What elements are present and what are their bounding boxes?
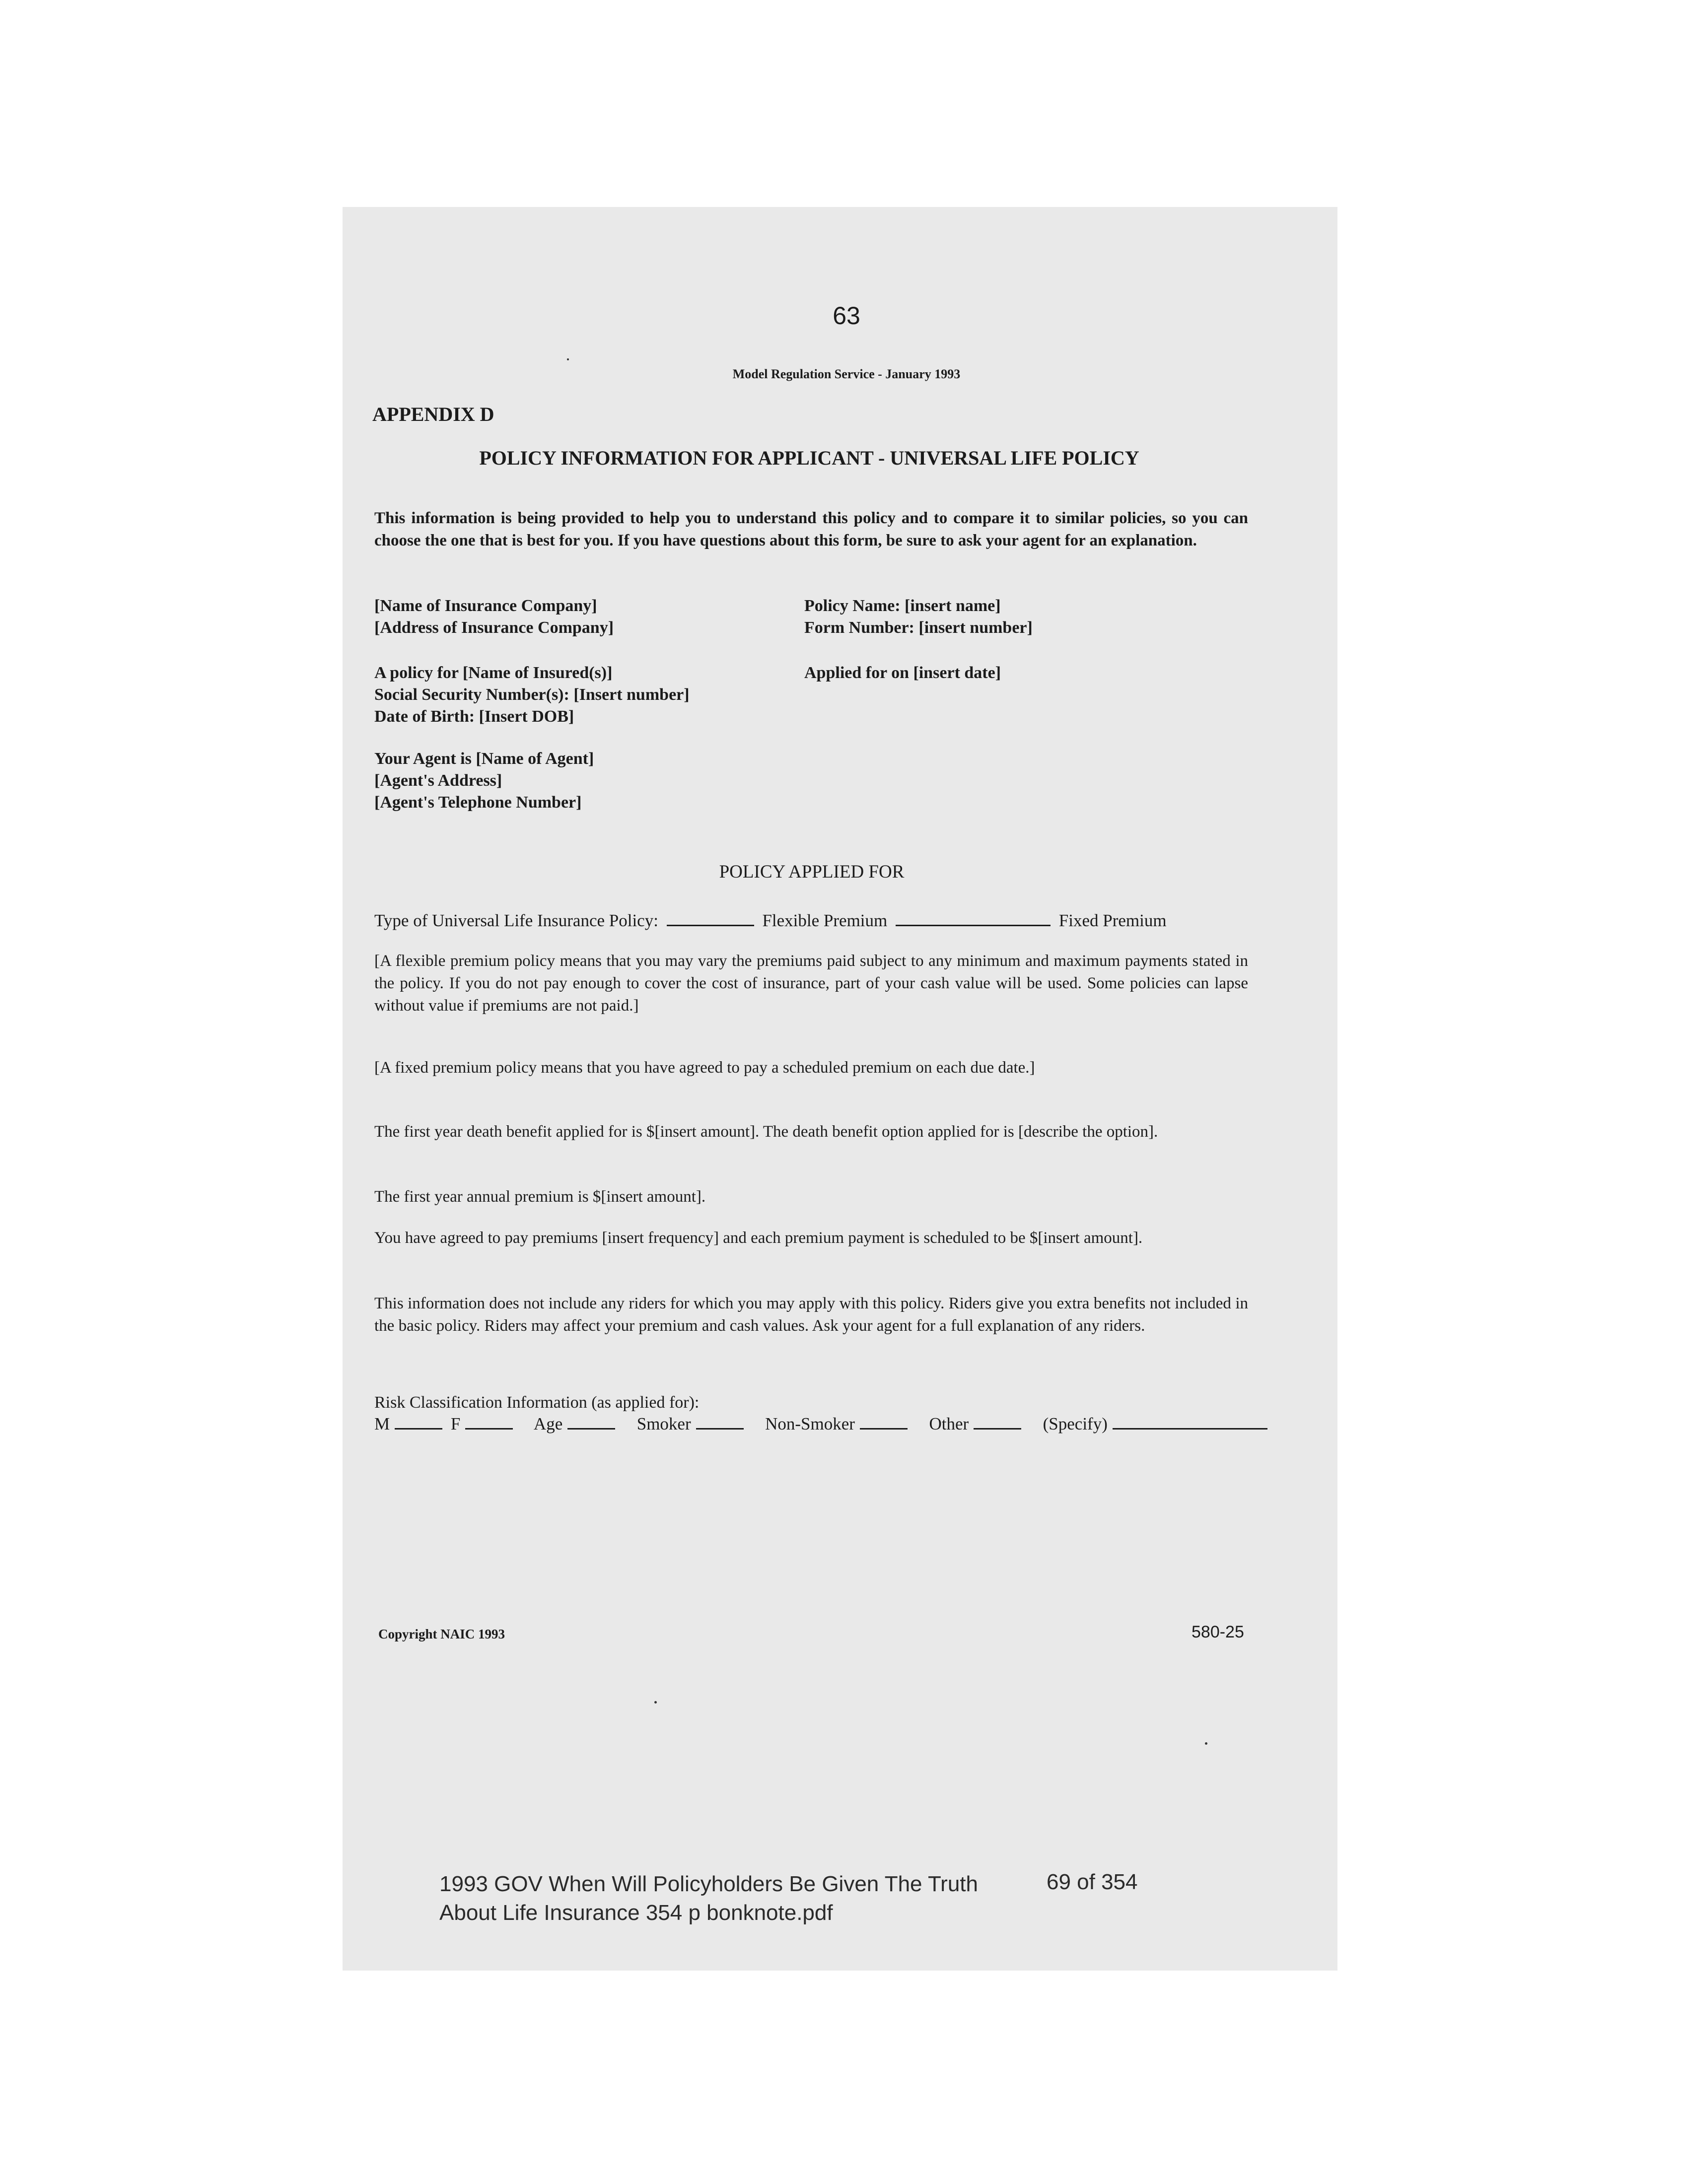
pdf-caption: 1993 GOV When Will Policyholders Be Given The Truth About Life Insurance 354 p bonknote.pdf — [439, 1872, 979, 1925]
company-block — [374, 595, 614, 639]
agent-address: [Agent's Address] — [374, 771, 502, 790]
smoker-label: Smoker — [636, 1414, 691, 1433]
age-label: Age — [533, 1414, 563, 1433]
fixed-premium-paragraph: [A fixed premium policy means that you have agreed to pay a scheduled premium on each due date.] — [374, 1059, 1035, 1077]
premium-schedule-paragraph: You have agreed to pay premiums [insert frequency] and each premium payment is scheduled to be $[insert amount]. — [374, 1229, 1143, 1247]
pdf-page-counter: 69 of 354 — [1047, 1870, 1138, 1894]
riders-paragraph: This information does not include any riders for which you may apply with this policy. Riders give you extra benefits not included in the basic policy. Riders may affect your premium and cash values. Ask your agent for a full explanation of any riders. — [374, 1295, 1248, 1335]
death-benefit-paragraph: The first year death benefit applied for is $[insert amount]. The death benefit option applied for is [describe the option]. — [374, 1123, 1158, 1141]
section-title: POLICY APPLIED FOR — [719, 862, 905, 882]
male-label: M — [374, 1414, 390, 1433]
agent-name: Your Agent is [Name of Agent] — [374, 750, 594, 768]
flexible-premium-paragraph: [A flexible premium policy means that you may vary the premiums paid subject to any minimum and maximum payments stated in the policy. If you do not pay enough to cover the cost of insurance, part of your cash value will be used. Some policies can lapse without value if premiums are not paid.] — [374, 952, 1248, 1015]
scan-speck — [1205, 1742, 1207, 1745]
smoker-blank — [696, 1428, 744, 1430]
fixed-premium-blank — [896, 925, 1051, 926]
scan-speck — [567, 358, 569, 360]
insured-block — [374, 662, 690, 728]
company-address: [Address of Insurance Company] — [374, 618, 614, 637]
scan-speck — [654, 1701, 657, 1704]
intro-paragraph: This information is being provided to help you to understand this policy and to compare it to similar policies, so you can choose the one that is best for you. If you have questions about this form, be sure to ask your agent for an explanation. — [374, 509, 1248, 549]
policy-block — [804, 595, 1033, 639]
document-title: POLICY INFORMATION FOR APPLICANT - UNIVERSAL LIFE POLICY — [479, 447, 1139, 469]
company-name: [Name of Insurance Company] — [374, 597, 597, 615]
agent-phone: [Agent's Telephone Number] — [374, 793, 582, 812]
copyright-notice: Copyright NAIC 1993 — [378, 1627, 505, 1641]
policy-type-line — [374, 911, 1167, 931]
non-smoker-label: Non-Smoker — [765, 1414, 855, 1433]
form-number: Form Number: [insert number] — [804, 618, 1033, 637]
specify-blank — [1113, 1428, 1267, 1430]
appendix-label: APPENDIX D — [372, 403, 494, 425]
flexible-premium-label: Flexible Premium — [762, 911, 888, 930]
annual-premium-paragraph: The first year annual premium is $[insert amount]. — [374, 1188, 706, 1206]
insured-ssn: Social Security Number(s): [Insert number] — [374, 685, 690, 704]
page-number: 63 — [833, 302, 860, 330]
flexible-premium-blank — [667, 925, 754, 926]
fixed-premium-label: Fixed Premium — [1058, 911, 1167, 930]
non-smoker-blank — [860, 1428, 908, 1430]
risk-classification-fields — [374, 1414, 1271, 1434]
insured-dob: Date of Birth: [Insert DOB] — [374, 707, 574, 726]
scanned-page — [343, 207, 1337, 1971]
risk-classification-label: Risk Classification Information (as applied for): — [374, 1393, 700, 1412]
insured-name: A policy for [Name of Insured(s)] — [374, 664, 613, 682]
form-code: 580-25 — [1192, 1623, 1244, 1641]
specify-label: (Specify) — [1043, 1414, 1108, 1433]
other-label: Other — [929, 1414, 969, 1433]
agent-block — [374, 748, 594, 814]
policy-name: Policy Name: [insert name] — [804, 597, 1001, 615]
policy-type-label: Type of Universal Life Insurance Policy: — [374, 911, 658, 930]
male-blank — [395, 1428, 442, 1430]
female-blank — [465, 1428, 513, 1430]
applied-date: Applied for on [insert date] — [804, 664, 1001, 682]
running-head: Model Regulation Service - January 1993 — [732, 367, 961, 381]
age-blank — [567, 1428, 615, 1430]
other-blank — [974, 1428, 1021, 1430]
female-label: F — [450, 1414, 461, 1433]
